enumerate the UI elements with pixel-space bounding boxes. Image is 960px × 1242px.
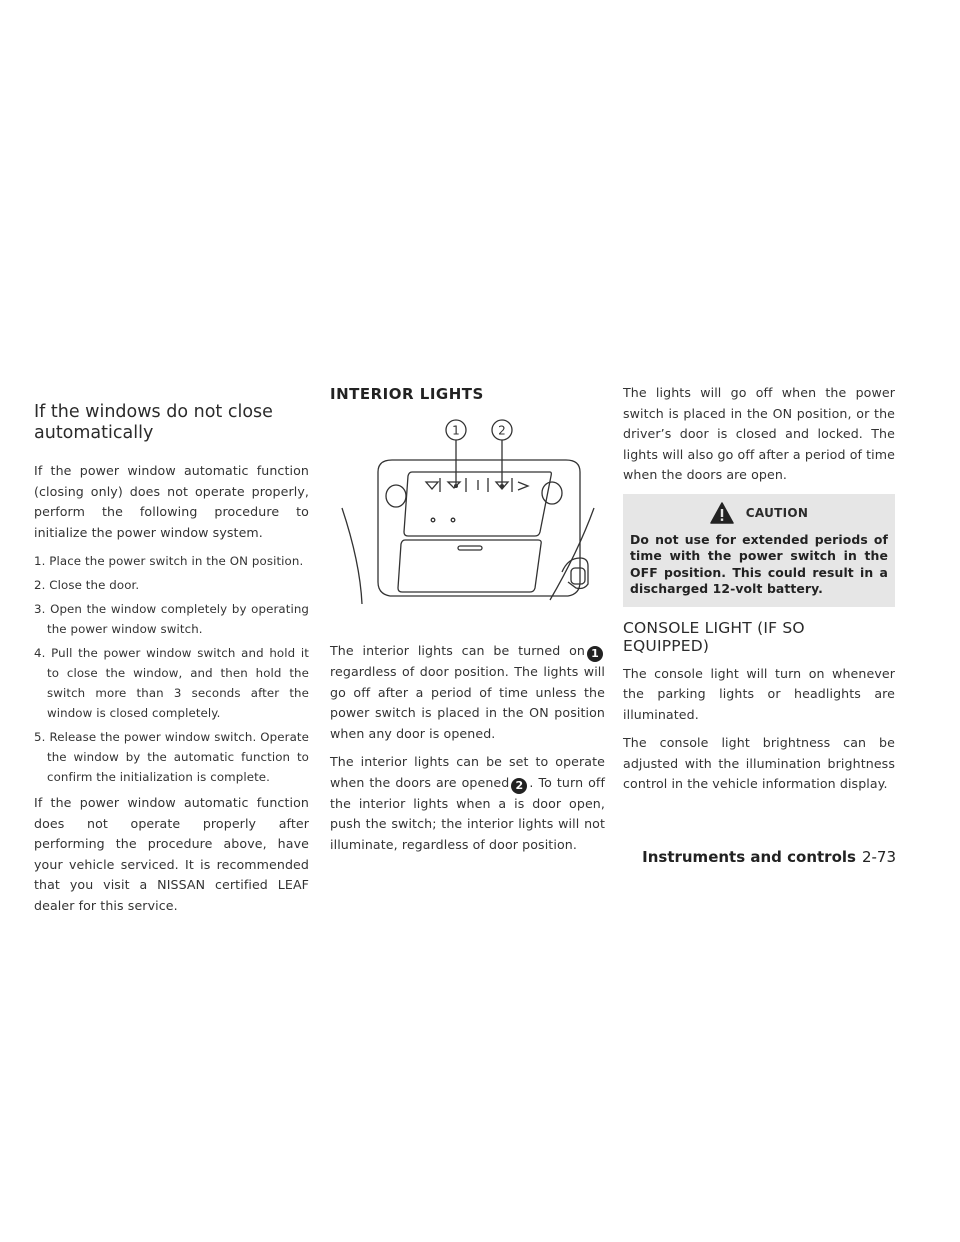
list-item: 2. Close the door. [34,578,140,592]
caution-box [623,494,895,607]
interior-para-1-start: The interior lights can be turned on [330,643,585,658]
intro-paragraph: If the power window automatic function (closing only) does not operate properly, perform the following procedure to initialize the power window system. [34,463,309,540]
callout-marker-2: 2 [511,778,527,794]
list-item: 4. Pull the power window switch and hold it to close the window, and then hold the switch more than 3 seconds after the window is closed completely. [34,646,309,720]
outro-paragraph: If the power window automatic function does not operate properly after performing the procedure above, have your vehicle serviced. It is recommended that you visit a NISSAN certified LEAF dealer for this service. [34,795,309,913]
chapter-title: Instruments and controls [642,848,856,866]
interior-para-1-end: regardless of door position. The lights will go off after a period of time unless the power switch is placed in the ON position when any door is opened. [330,664,605,741]
map-lamp-drawing [330,412,605,632]
list-item: 5. Release the power window switch. Operate the window by the automatic function to confirm the initialization is complete. [34,730,309,784]
list-item: 1. Place the power switch in the ON position. [34,554,304,568]
right-text [623,383,895,803]
middle-text [330,641,605,863]
warning-icon [710,502,734,524]
caution-text: Do not use for extended periods of time with the power switch in the OFF position. This could result in a discharged 12-volt battery. [630,531,888,596]
callout-marker-1: 1 [587,646,603,662]
interior-para-2 [330,752,605,855]
list-item: 3. Open the window completely by operating the power window switch. [34,602,309,636]
interior-para-1 [330,641,605,744]
procedure-list [34,551,309,787]
left-text [34,461,309,924]
page-number: 2-73 [861,848,896,866]
interior-lights-title: INTERIOR LIGHTS [330,385,484,403]
page-footer [642,848,896,866]
console-para-2: The console light brightness can be adjusted with the illumination brightness control in the vehicle information display. [623,735,895,791]
console-light-heading: CONSOLE LIGHT (IF SO EQUIPPED) [623,618,805,655]
console-para-1: The console light will turn on whenever the parking lights or headlights are illuminated. [623,665,895,722]
callout-label-2: 2 [498,423,506,438]
section-heading: If the windows do not close automatically [34,402,273,443]
interior-light-illustration [330,412,605,632]
callout-label-1: 1 [452,423,460,438]
caution-label: CAUTION [745,505,809,520]
interior-para-2-start: The interior lights can be set to operate when the doors are opened [330,754,605,790]
caution-header [630,502,888,524]
lights-off-paragraph: The lights will go off when the power switch is placed in the ON position, or the driver’s door is closed and locked. The lights will also go off after a period of time when the doors are open. [623,385,895,482]
interior-para-2-end: . To turn off the interior lights when a is door open, push the switch; the interior lights will not illuminate, regardless of door position. [330,774,605,852]
